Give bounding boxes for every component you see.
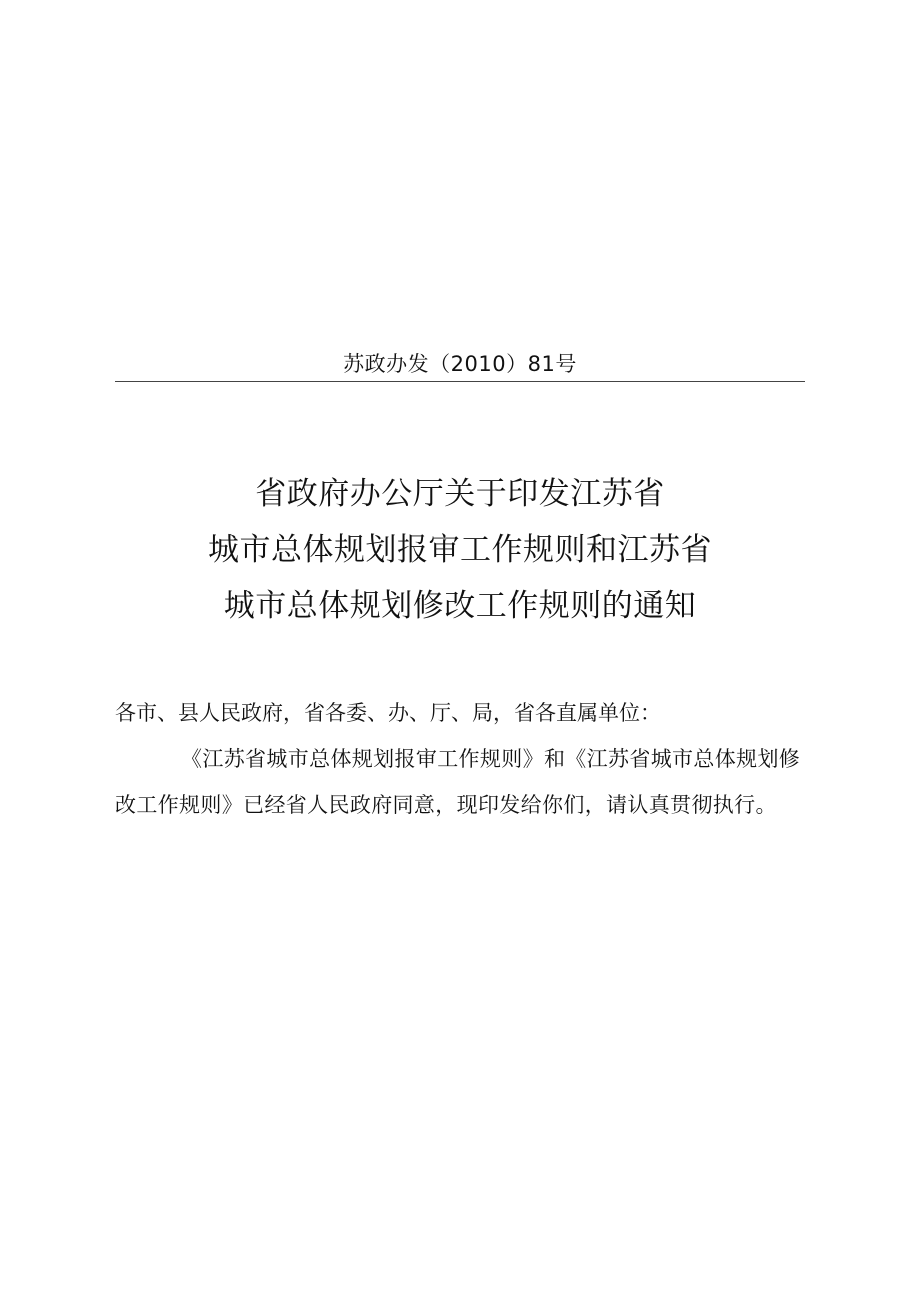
header-rule [115,381,805,382]
title-line-3: 城市总体规划修改工作规则的通知 [223,588,697,624]
body-paragraph: 《江苏省城市总体规划报审工作规则》和《江苏省城市总体规划修改工作规则》已经省人民政府同意，现印发给你们，请认真贯彻执行。 [115,747,801,817]
document-title [0,466,920,634]
title-line-1: 省政府办公厅关于印发江苏省 [255,476,665,512]
salutation: 各市、县人民政府，省各委、办、厅、局，省各直属单位： [115,701,661,725]
document-body [115,690,815,828]
document-number: 苏政办发（2010）81号 [343,352,577,376]
title-line-2: 城市总体规划报审工作规则和江苏省 [208,532,712,568]
